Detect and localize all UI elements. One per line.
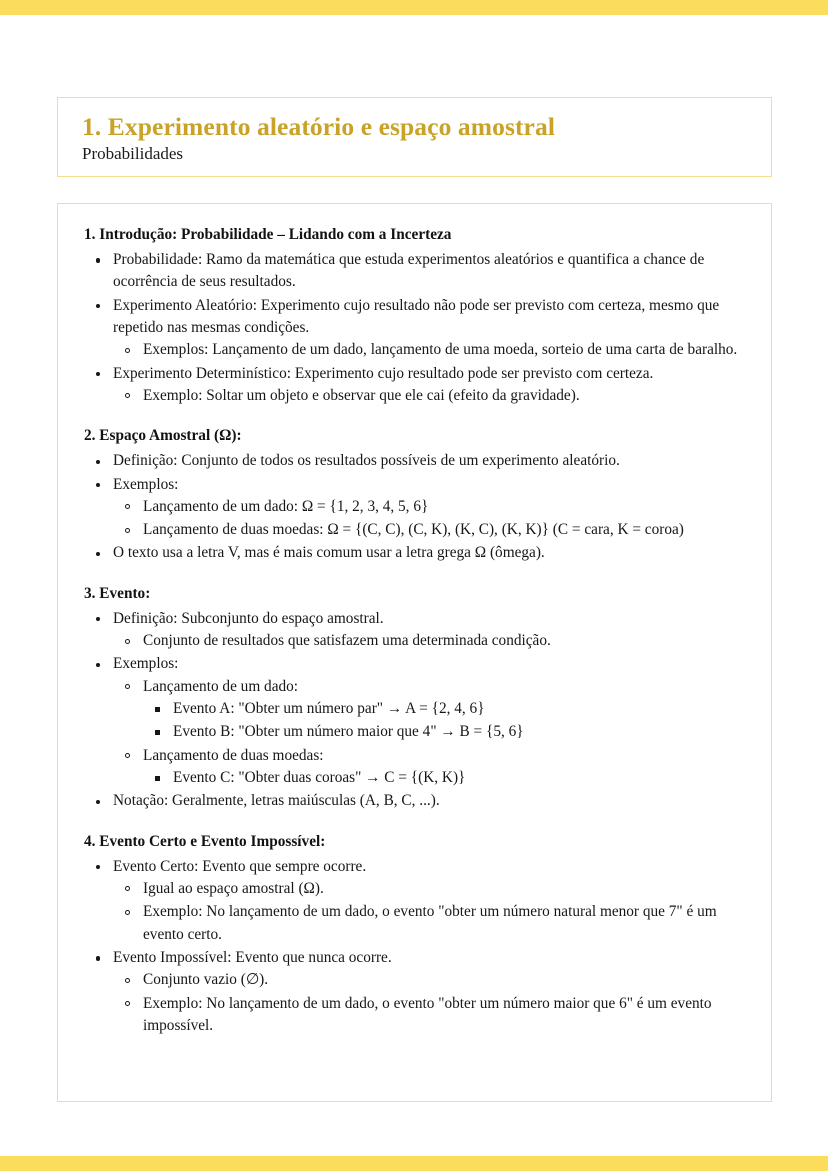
section-heading: 1. Introdução: Probabilidade – Lidando com a Incerteza [84, 226, 452, 243]
list-item-text: Definição: Subconjunto do espaço amostral. [113, 608, 747, 630]
bullet-list-level-2 [113, 339, 747, 361]
list-item-text: Exemplos: Lançamento de um dado, lançamento de uma moeda, sorteio de uma carta de baralho. [143, 339, 747, 361]
list-item [82, 474, 747, 542]
content-section [82, 224, 747, 407]
list-item-text: Notação: Geralmente, letras maiúsculas (A, B, C, ...). [113, 790, 747, 812]
list-item-text: Igual ao espaço amostral (Ω). [143, 878, 747, 900]
list-item [113, 496, 747, 518]
bullet-list-level-2 [113, 676, 747, 790]
content-section [82, 831, 747, 1038]
list-item [82, 653, 747, 789]
list-item-text: Lançamento de duas moedas: [143, 745, 747, 767]
list-item-text: Conjunto vazio (∅). [143, 969, 747, 991]
list-item [143, 698, 747, 720]
bullet-list-level-2 [113, 385, 747, 407]
bullet-list-level-1 [82, 249, 747, 407]
list-item-text: O texto usa a letra V, mas é mais comum usar a letra grega Ω (ômega). [113, 542, 747, 564]
list-item-text: Evento B: "Obter um número maior que 4" → B = {5, 6} [173, 721, 747, 743]
list-item-text: Lançamento de um dado: Ω = {1, 2, 3, 4, 5, 6} [143, 496, 747, 518]
list-item-text: Exemplo: No lançamento de um dado, o evento "obter um número natural menor que 7" é um evento certo. [143, 901, 747, 946]
list-item-text: Exemplo: Soltar um objeto e observar que ele cai (efeito da gravidade). [143, 385, 747, 407]
list-item-text: Evento Impossível: Evento que nunca ocorre. [113, 947, 747, 969]
list-item [82, 450, 747, 472]
bullet-list-level-1 [82, 450, 747, 565]
bullet-list-level-2 [113, 969, 747, 1037]
content-section [82, 425, 747, 565]
content-box [57, 203, 772, 1102]
list-item [113, 993, 747, 1038]
bullet-list-level-2 [113, 878, 747, 946]
bottom-accent-band [0, 1156, 828, 1171]
list-item-text: Exemplos: [113, 474, 747, 496]
list-item [82, 856, 747, 946]
bullet-list-level-3 [143, 767, 747, 789]
list-item [143, 721, 747, 743]
list-item-text: Lançamento de duas moedas: Ω = {(C, C), (C, K), (K, C), (K, K)} (C = cara, K = coroa) [143, 519, 747, 541]
content-section [82, 583, 747, 813]
list-item-text: Evento C: "Obter duas coroas" → C = {(K, K)} [173, 767, 747, 789]
section-heading: 3. Evento: [84, 584, 151, 602]
list-item-text: Evento Certo: Evento que sempre ocorre. [113, 856, 747, 878]
list-item [113, 745, 747, 790]
page-title: 1. Experimento aleatório e espaço amostral [82, 112, 556, 141]
list-item [113, 630, 747, 652]
sections-container [82, 224, 747, 1037]
list-item [113, 519, 747, 541]
bullet-list-level-2 [113, 496, 747, 542]
list-item [82, 608, 747, 653]
page-sheet [0, 15, 828, 1156]
list-item [143, 767, 747, 789]
bullet-list-level-1 [82, 856, 747, 1038]
bullet-list-level-1 [82, 608, 747, 813]
list-item-text: Experimento Aleatório: Experimento cujo resultado não pode ser previsto com certeza, mesmo que repetido nas mesmas condições. [113, 295, 747, 340]
top-accent-band [0, 0, 828, 15]
list-item [113, 676, 747, 744]
list-item-text: Exemplo: No lançamento de um dado, o evento "obter um número maior que 6" é um evento impossível. [143, 993, 747, 1038]
list-item-text: Evento A: "Obter um número par" → A = {2, 4, 6} [173, 698, 747, 720]
list-item-text: Definição: Conjunto de todos os resultados possíveis de um experimento aleatório. [113, 450, 747, 472]
list-item-text: Conjunto de resultados que satisfazem uma determinada condição. [143, 630, 747, 652]
list-item [82, 295, 747, 362]
list-item-text: Lançamento de um dado: [143, 676, 747, 698]
list-item [113, 339, 747, 361]
list-item-text: Exemplos: [113, 653, 747, 675]
list-item [82, 363, 747, 408]
list-item [113, 878, 747, 900]
title-box [57, 97, 772, 177]
list-item [113, 901, 747, 946]
list-item [82, 790, 747, 812]
list-item-text: Experimento Determinístico: Experimento cujo resultado pode ser previsto com certeza. [113, 363, 747, 385]
list-item [113, 969, 747, 991]
list-item [113, 385, 747, 407]
list-item-text: Probabilidade: Ramo da matemática que estuda experimentos aleatórios e quantifica a chance de ocorrência de seus resultados. [113, 249, 747, 294]
bullet-list-level-3 [143, 698, 747, 744]
bullet-list-level-2 [113, 630, 747, 652]
section-heading: 4. Evento Certo e Evento Impossível: [84, 832, 326, 850]
list-item [82, 542, 747, 564]
page-subtitle: Probabilidades [82, 144, 184, 164]
list-item [82, 947, 747, 1037]
section-heading: 2. Espaço Amostral (Ω): [84, 427, 242, 445]
list-item [82, 249, 747, 294]
